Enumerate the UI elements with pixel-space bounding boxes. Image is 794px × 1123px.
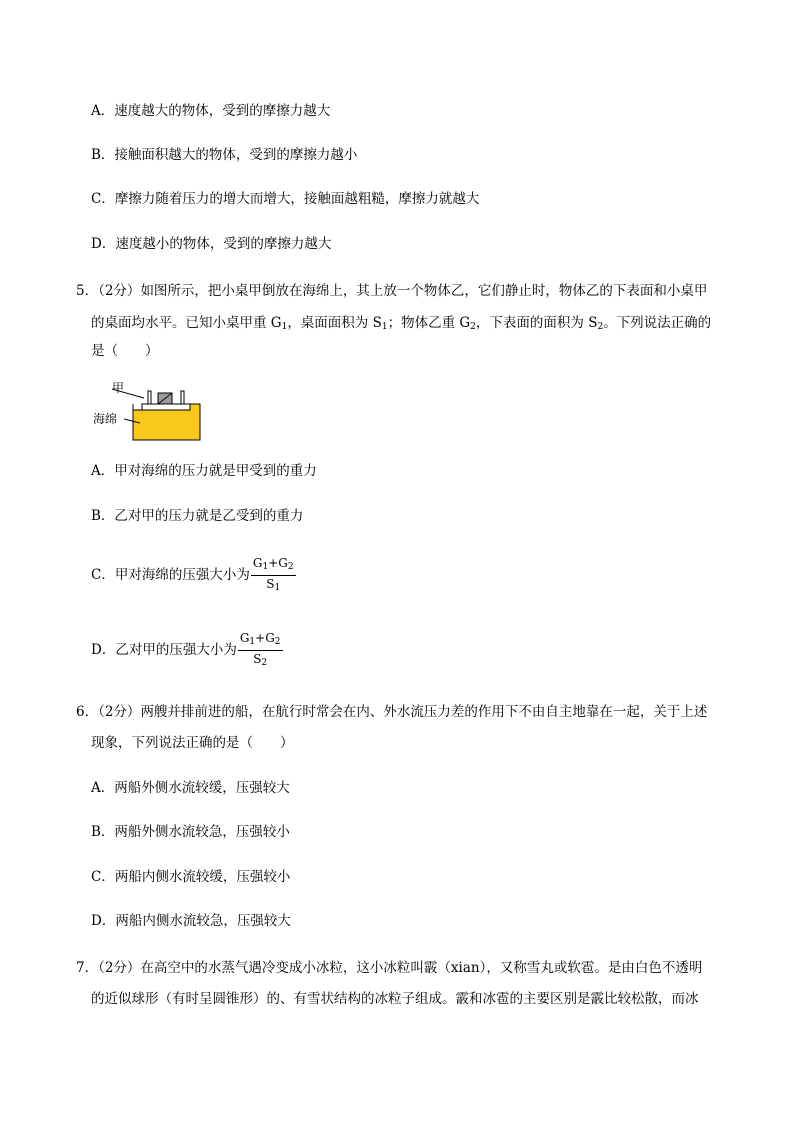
q6-option-a: A．两船外侧水流较缓，压强较大 xyxy=(91,780,290,796)
q5-option-b: B．乙对甲的压力就是乙受到的重力 xyxy=(91,508,304,524)
q6-stem-1: 两艘并排前进的船，在航行时常会在内、外水流压力差的作用下不由自主地靠在一起，关于上述 xyxy=(140,704,708,720)
q6-option-b: B．两船外侧水流较急，压强较小 xyxy=(91,824,290,840)
q5-stem-2a: 的桌面均水平。已知小桌甲重 G xyxy=(91,315,282,331)
q7-score: （2分） xyxy=(98,960,141,976)
frac-g: G xyxy=(252,556,263,570)
q4-option-d: D．速度越小的物体，受到的摩擦力越大 xyxy=(91,236,332,252)
fraction-d xyxy=(238,630,283,671)
table-leg-left xyxy=(148,391,151,404)
q7-line2: 的近似球形（有时呈圆锥形）的、有雪状结构的冰粒子组成。霰和冰雹的主要区别是霰比较松散，而冰 xyxy=(91,991,699,1007)
sub: 1 xyxy=(262,562,269,572)
q6-number: 6． xyxy=(76,704,99,720)
frac-s: S xyxy=(253,652,262,666)
q5-option-c-text: C．甲对海绵的压强大小为 xyxy=(91,567,250,583)
q5-stem-2e: 。下列说法正确的 xyxy=(603,315,712,331)
fraction-c xyxy=(251,555,296,596)
sub: 1 xyxy=(381,322,388,332)
sub: 2 xyxy=(470,322,476,332)
q5-number: 5． xyxy=(76,283,99,299)
q6-score: （2分） xyxy=(98,704,141,720)
q5-option-a: A．甲对海绵的压力就是甲受到的重力 xyxy=(91,463,317,479)
q5-figure xyxy=(90,378,210,442)
sub: 1 xyxy=(274,583,281,593)
q5-score: （2分） xyxy=(98,283,141,299)
q5-line1 xyxy=(76,281,707,301)
sub: 2 xyxy=(597,322,604,332)
frac-s: S xyxy=(266,577,275,591)
table-top xyxy=(142,404,190,410)
q5-option-d-text: D．乙对甲的压强大小为 xyxy=(91,642,237,658)
q4-option-c: C．摩擦力随着压力的增大而增大，接触面越粗糙，摩擦力就越大 xyxy=(91,191,480,207)
table-on-sponge-diagram xyxy=(90,378,210,442)
q5-line3: 是（ ） xyxy=(91,343,159,359)
sub: 1 xyxy=(249,637,256,647)
q5-stem-2c: ；物体乙重 G xyxy=(387,315,471,331)
q5-line2 xyxy=(91,313,711,337)
q6-option-c: C．两船内侧水流较缓，压强较小 xyxy=(91,869,291,885)
q4-option-b: B．接触面积越大的物体，受到的摩擦力越小 xyxy=(91,147,358,163)
frac-g: G xyxy=(239,631,250,645)
q5-option-d xyxy=(91,628,283,672)
table-leg-right xyxy=(181,391,184,404)
sub: 2 xyxy=(274,637,281,647)
sub: 1 xyxy=(281,322,288,332)
q6-line1 xyxy=(76,702,707,722)
sub: 2 xyxy=(287,562,294,572)
q4-option-a: A．速度越大的物体，受到的摩擦力越大 xyxy=(91,103,331,119)
figure-label-jia: 甲 xyxy=(112,381,125,395)
q5-option-c xyxy=(91,553,296,597)
q6-option-d: D．两船内侧水流较急，压强较大 xyxy=(91,913,291,929)
frac-plus-g: +G xyxy=(255,631,275,645)
q5-stem-1: 如图所示，把小桌甲倒放在海绵上，其上放一个物体乙，它们静止时，物体乙的下表面和小桌甲 xyxy=(140,283,708,299)
q7-stem-1: 在高空中的水蒸气遇冷变成小冰粒，这小冰粒叫霰（xian），又称雪丸或软雹。是由白色不透明 xyxy=(140,960,703,976)
q5-stem-2b: ，桌面面积为 S xyxy=(287,315,382,331)
q7-number: 7． xyxy=(76,960,99,976)
q5-stem-2d: ，下表面的面积为 S xyxy=(475,315,598,331)
frac-plus-g: +G xyxy=(268,556,288,570)
sub: 2 xyxy=(261,658,268,668)
q6-line2: 现象，下列说法正确的是（ ） xyxy=(91,735,294,751)
figure-label-sponge: 海绵 xyxy=(93,412,118,426)
q7-line1 xyxy=(76,958,702,978)
